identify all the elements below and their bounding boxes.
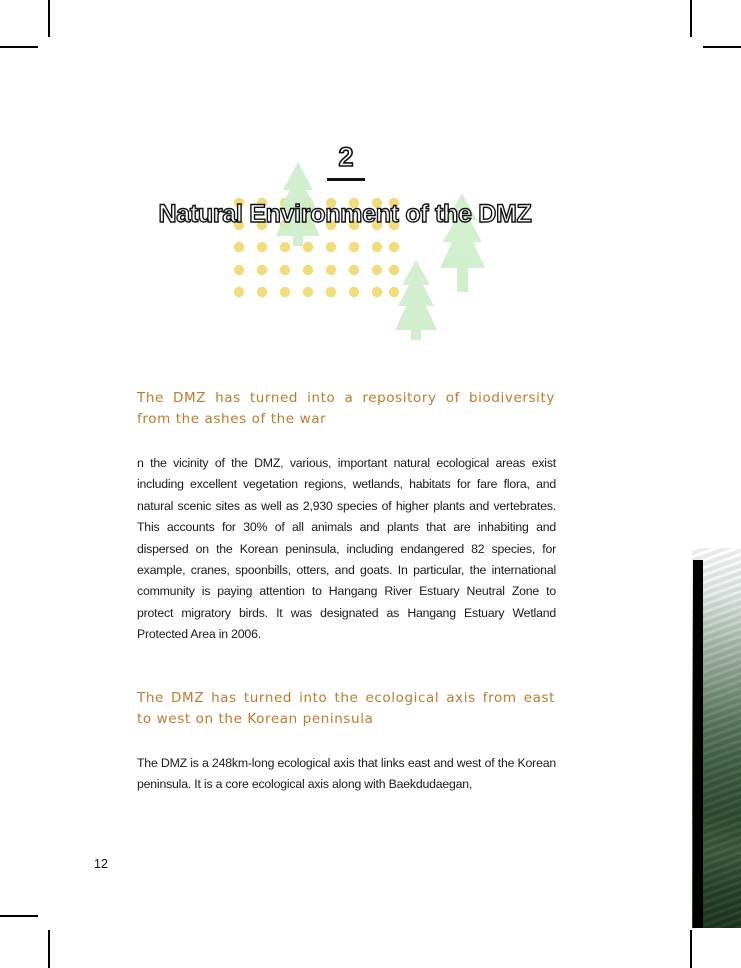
- yellow-dot: [326, 287, 336, 297]
- yellow-dot: [280, 242, 290, 252]
- chapter-number: 2: [338, 142, 354, 172]
- yellow-dot: [257, 287, 267, 297]
- chapter-title: Natural Environment of the DMZ: [158, 200, 532, 228]
- chapter-divider: [327, 178, 365, 181]
- yellow-dot: [257, 265, 267, 275]
- edge-bar: [693, 560, 703, 928]
- yellow-dot: [326, 242, 336, 252]
- yellow-dot: [303, 287, 313, 297]
- section-body-ecological-axis: The DMZ is a 248km-long ecological axis that links east and west of the Korean peninsula. It is a core ecological axis along with Baekdudaegan,: [137, 756, 556, 792]
- yellow-dot: [303, 242, 313, 252]
- yellow-dot: [234, 265, 244, 275]
- yellow-dot: [257, 242, 267, 252]
- yellow-dot: [372, 265, 382, 275]
- page-number: 12: [94, 857, 108, 871]
- section-heading-ecological-axis: The DMZ has turned into the ecological axis from east to west on the Korean peninsula: [137, 690, 555, 727]
- yellow-dot: [389, 265, 399, 275]
- yellow-dot: [372, 287, 382, 297]
- yellow-dot: [234, 287, 244, 297]
- yellow-dot: [389, 287, 399, 297]
- yellow-dot: [280, 287, 290, 297]
- yellow-dot: [303, 265, 313, 275]
- yellow-dot: [349, 287, 359, 297]
- section-heading-biodiversity: The DMZ has turned into a repository of biodiversity from the ashes of the war: [137, 390, 555, 427]
- tree-icon: [395, 260, 437, 340]
- section-body-biodiversity: n the vicinity of the DMZ, various, important natural ecological areas exist including excellent vegetation regions, wetlands, habitats for fare flora, and natural scenic sites as well as 2,930 species of higher plants and vertebrates. This accounts for 30% of all animals and plants that are inhabiting and dispersed on the Korean peninsula, including endangered 82 species, for example, cranes, spoonbills, otters, and goats. In particular, the international community is paying attention to Hangang River Estuary Neutral Zone to protect migratory birds. It was designated as Hangang Estuary Wetland Protected Area in 2006.: [137, 456, 556, 642]
- yellow-dot: [372, 242, 382, 252]
- yellow-dot: [234, 242, 244, 252]
- yellow-dot: [349, 242, 359, 252]
- yellow-dot: [389, 242, 399, 252]
- yellow-dot: [326, 265, 336, 275]
- yellow-dot: [349, 265, 359, 275]
- yellow-dot: [280, 265, 290, 275]
